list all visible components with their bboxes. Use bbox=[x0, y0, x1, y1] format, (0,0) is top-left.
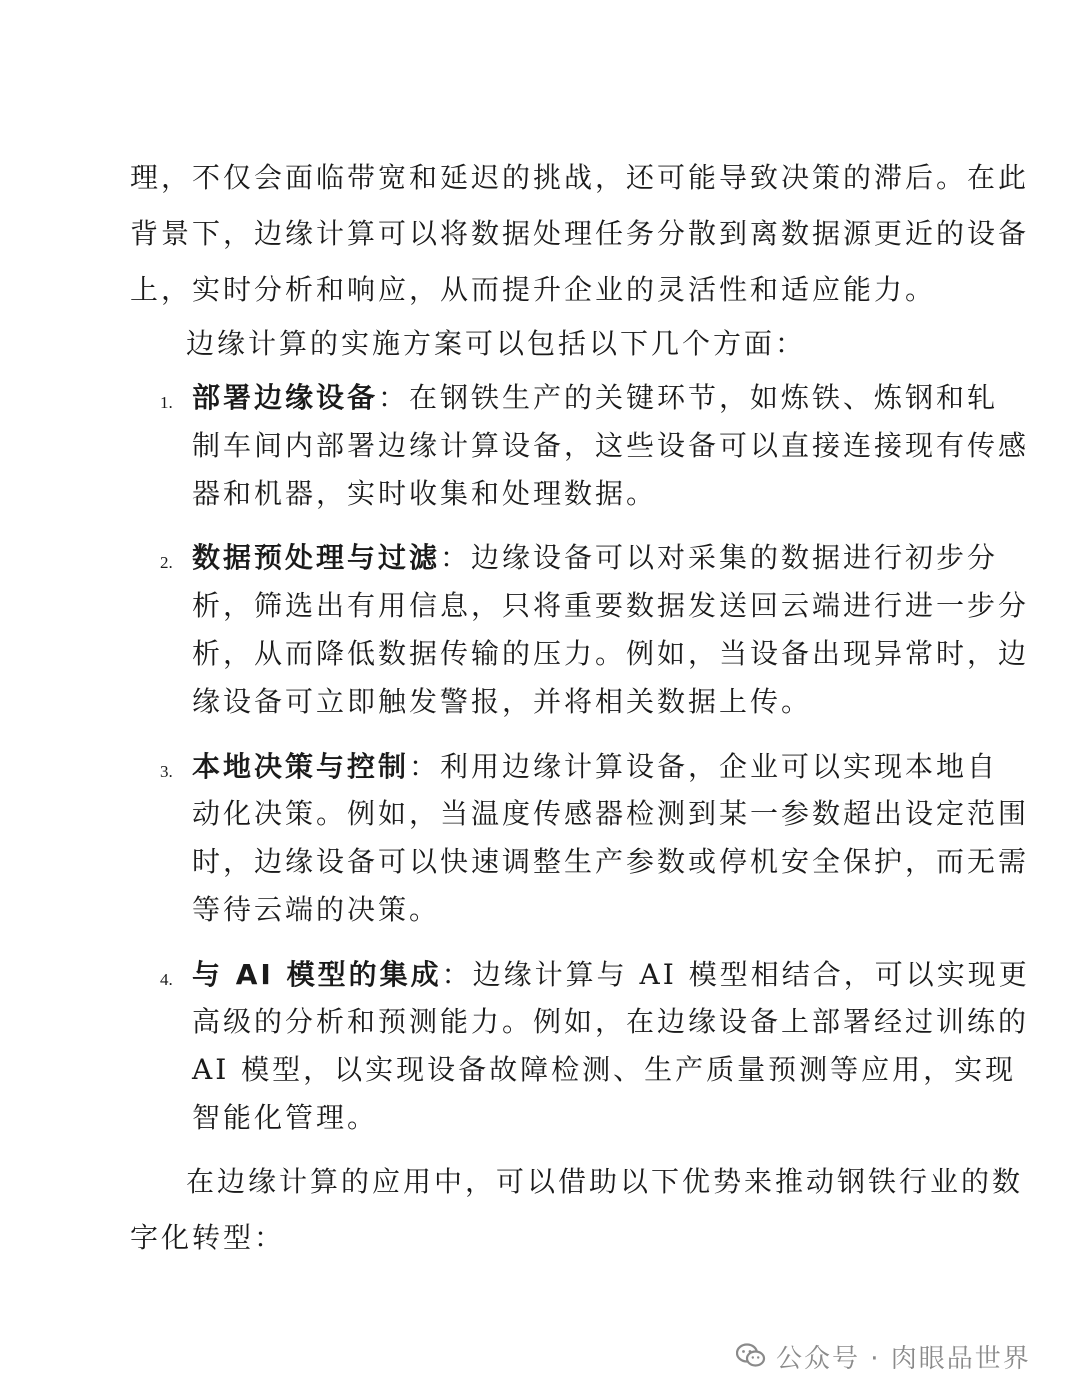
list-item-line: 缘设备可立即触发警报，并将相关数据上传。 bbox=[192, 685, 813, 718]
list-item-colon: ： bbox=[378, 381, 410, 414]
list-item-colon: ： bbox=[440, 541, 472, 574]
list-item-line: 器和机器，实时收集和处理数据。 bbox=[192, 477, 658, 510]
list-item-line: 析，筛选出有用信息，只将重要数据发送回云端进行进一步分 bbox=[192, 589, 1030, 622]
list-item-line: AI 模型，以实现设备故障检测、生产质量预测等应用，实现 bbox=[192, 1053, 1017, 1086]
list-item-title: 与 AI 模型的集成 bbox=[192, 958, 442, 991]
list-number: 3. bbox=[160, 762, 173, 781]
paragraph-line: 在边缘计算的应用中，可以借助以下优势来推动钢铁行业的数 bbox=[186, 1165, 1024, 1198]
list-item-line: 智能化管理。 bbox=[192, 1101, 379, 1134]
list-item-colon: ： bbox=[441, 958, 473, 991]
paragraph-line: 背景下，边缘计算可以将数据处理任务分散到离数据源更近的设备 bbox=[130, 217, 1030, 250]
watermark-text: 公众号 · 肉眼品世界 bbox=[776, 1343, 1031, 1374]
list-item-colon: ： bbox=[409, 750, 441, 783]
list-item-title: 部署边缘设备 bbox=[192, 381, 379, 414]
list-item-first-line bbox=[192, 958, 1030, 991]
list-item-title: 数据预处理与过滤 bbox=[192, 541, 441, 574]
list-number: 4. bbox=[160, 970, 173, 989]
wechat-icon bbox=[736, 1343, 766, 1369]
list-item-text: 边缘设备可以对采集的数据进行初步分 bbox=[471, 541, 999, 574]
list-item-line: 等待云端的决策。 bbox=[192, 893, 441, 926]
list-item-text: 边缘计算与 AI 模型相结合，可以实现更 bbox=[472, 958, 1030, 991]
list-number: 1. bbox=[160, 393, 173, 412]
paragraph-line: 上，实时分析和响应，从而提升企业的灵活性和适应能力。 bbox=[130, 273, 937, 306]
list-item-line: 高级的分析和预测能力。例如，在边缘设备上部署经过训练的 bbox=[192, 1005, 1030, 1038]
list-item-first-line bbox=[192, 541, 999, 574]
list-item-line: 时，边缘设备可以快速调整生产参数或停机安全保护，而无需 bbox=[192, 845, 1030, 878]
paragraph-line: 理，不仅会面临带宽和延迟的挑战，还可能导致决策的滞后。在此 bbox=[130, 161, 1030, 194]
wechat-watermark bbox=[736, 1338, 1031, 1374]
paragraph-line: 字化转型： bbox=[130, 1221, 286, 1254]
list-item-text: 利用边缘计算设备，企业可以实现本地自 bbox=[440, 750, 999, 783]
list-number: 2. bbox=[160, 553, 173, 572]
list-item-line: 动化决策。例如，当温度传感器检测到某一参数超出设定范围 bbox=[192, 797, 1030, 830]
list-item-line: 析，从而降低数据传输的压力。例如，当设备出现异常时，边 bbox=[192, 637, 1030, 670]
list-item-line: 制车间内部署边缘计算设备，这些设备可以直接连接现有传感 bbox=[192, 429, 1030, 462]
list-item-first-line bbox=[192, 750, 999, 783]
list-item-title: 本地决策与控制 bbox=[192, 750, 410, 783]
list-item-first-line bbox=[192, 381, 999, 414]
intro-paragraph: 边缘计算的实施方案可以包括以下几个方面： bbox=[186, 327, 807, 360]
list-item-text: 在钢铁生产的关键环节，如炼铁、炼钢和轧 bbox=[409, 381, 999, 414]
